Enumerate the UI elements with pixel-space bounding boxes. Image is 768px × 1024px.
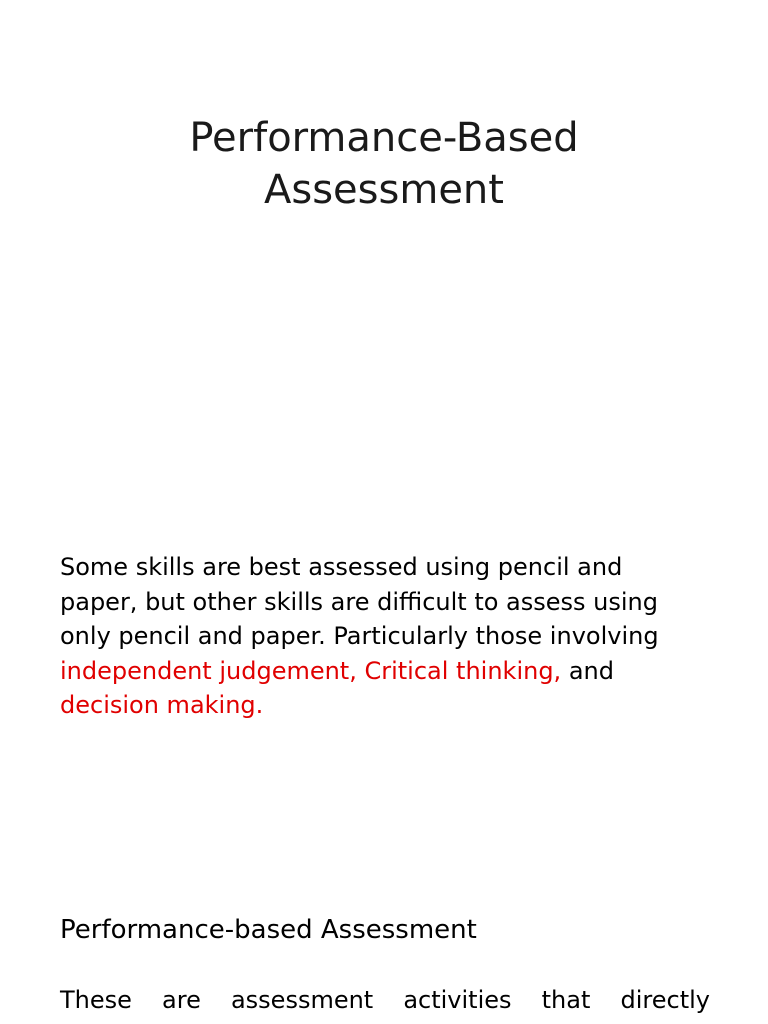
slide-title-line-1: Performance-Based (189, 115, 579, 161)
slide-title-line-2: Assessment (264, 167, 504, 213)
paragraph-line-2: paper, but other skills are difficult to assess using (60, 587, 658, 616)
paragraph-line-4 (60, 654, 720, 689)
slide-title (0, 112, 768, 216)
section-text: These are assessment activities that directly (60, 986, 710, 1014)
paragraph-line-4-tail: and (561, 656, 614, 685)
paragraph-line-3: only pencil and paper. Particularly those involving (60, 622, 659, 650)
paragraph-line-1: Some skills are best assessed using pencil and (60, 553, 623, 581)
section-heading: Performance-based Assessment (60, 915, 477, 945)
highlight-decision-making: decision making. (60, 691, 264, 719)
intro-paragraph (60, 550, 720, 723)
highlight-skills: independent judgement, Critical thinking, (60, 656, 562, 685)
